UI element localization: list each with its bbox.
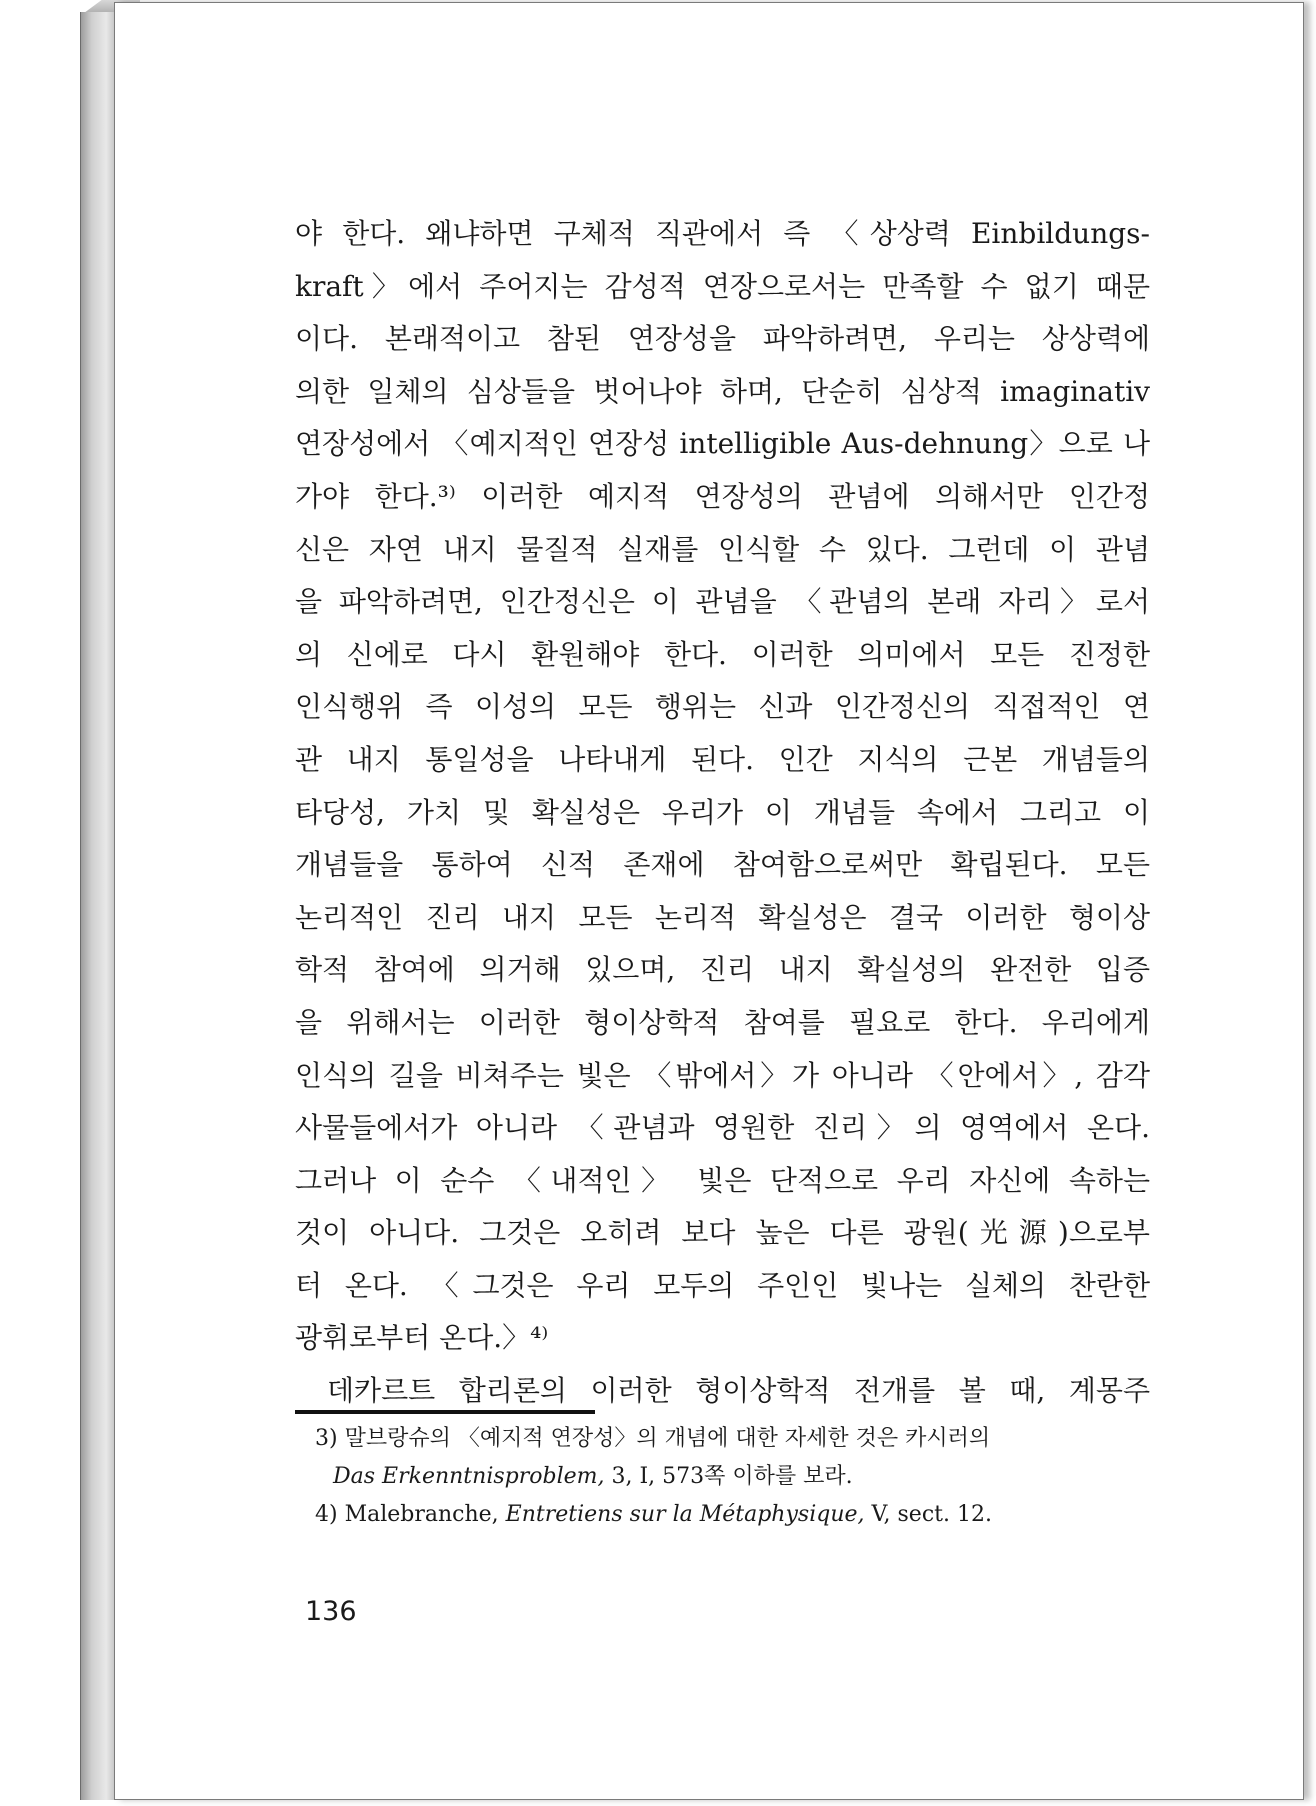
body-line: 관 내지 통일성을 나타내게 된다. 인간 지식의 근본 개념들의 [295, 742, 1150, 776]
body-line-paragraph-start: 데카르트 합리론의 이러한 형이상학적 전개를 볼 때, 계몽주 [327, 1374, 1150, 1408]
body-line: 것이 아니다. 그것은 오히려 보다 높은 다른 광원(光源)으로부 [295, 1216, 1150, 1250]
body-line: 의한 일체의 심상들을 벗어나야 하며, 단순히 심상적 imaginativ [295, 374, 1150, 408]
body-line: 을 파악하려면, 인간정신은 이 관념을 〈관념의 본래 자리〉로서 [295, 585, 1150, 619]
footnote-3-citation: 3, I, 573쪽 이하를 보라. [604, 1464, 853, 1489]
body-line: 신은 자연 내지 물질적 실재를 인식할 수 있다. 그런데 이 관념 [295, 532, 1150, 566]
body-line: 가야 한다.³⁾ 이러한 예지적 연장성의 관념에 의해서만 인간정 [295, 479, 1150, 513]
body-line: 타당성, 가치 및 확실성은 우리가 이 개념들 속에서 그리고 이 [295, 795, 1150, 829]
page-number: 136 [305, 1596, 357, 1627]
footnote-4-author: 4) Malebranche, [315, 1502, 506, 1527]
body-line: 사물들에서가 아니라 〈관념과 영원한 진리〉의 영역에서 온다. [295, 1111, 1150, 1145]
body-line: 학적 참여에 의거해 있으며, 진리 내지 확실성의 완전한 입증 [295, 953, 1150, 987]
body-line: 의 신에로 다시 환원해야 한다. 이러한 의미에서 모든 진정한 [295, 637, 1150, 671]
body-line: 야 한다. 왜냐하면 구체적 직관에서 즉 〈상상력 Einbildungs- [295, 217, 1150, 250]
body-line: 광휘로부터 온다.〉⁴⁾ [295, 1321, 549, 1355]
footnote-4 [315, 1496, 1160, 1534]
body-line: 인식의 길을 비쳐주는 빛은 〈밖에서〉가 아니라 〈안에서〉, 감각 [295, 1058, 1150, 1092]
body-line: 을 위해서는 이러한 형이상학적 참여를 필요로 한다. 우리에게 [295, 1005, 1150, 1039]
body-line: 연장성에서 〈예지적인 연장성 intelligible Aus-dehnung〉으로 나 [295, 427, 1150, 461]
body-line: 그러나 이 순수 〈내적인〉 빛은 단적으로 우리 자신에 속하는 [295, 1163, 1150, 1197]
body-line: kraft〉에서 주어지는 감성적 연장으로서는 만족할 수 없기 때문 [295, 269, 1150, 303]
body-line: 개념들을 통하여 신적 존재에 참여함으로써만 확립된다. 모든 [295, 848, 1150, 882]
body-line: 이다. 본래적이고 참된 연장성을 파악하려면, 우리는 상상력에 [295, 322, 1150, 356]
footnote-3-continuation [315, 1458, 1160, 1496]
footnotes [315, 1420, 1160, 1534]
body-line: 논리적인 진리 내지 모든 논리적 확실성은 결국 이러한 형이상 [295, 900, 1150, 934]
footnote-3-book-title: Das Erkenntnisproblem, [333, 1464, 605, 1489]
body-text [295, 208, 1150, 1418]
footnote-3: 3) 말브랑슈의 〈예지적 연장성〉의 개념에 대한 자세한 것은 카시러의 [315, 1426, 991, 1451]
footnote-4-book-title: Entretiens sur la Métaphysique, [505, 1502, 865, 1527]
footnote-4-citation: V, sect. 12. [864, 1502, 992, 1527]
book-spine [80, 12, 117, 1800]
footnote-rule [295, 1410, 595, 1414]
body-line: 인식행위 즉 이성의 모든 행위는 신과 인간정신의 직접적인 연 [295, 690, 1150, 724]
body-line: 터 온다. 〈그것은 우리 모두의 주인인 빛나는 실체의 찬란한 [295, 1268, 1150, 1302]
